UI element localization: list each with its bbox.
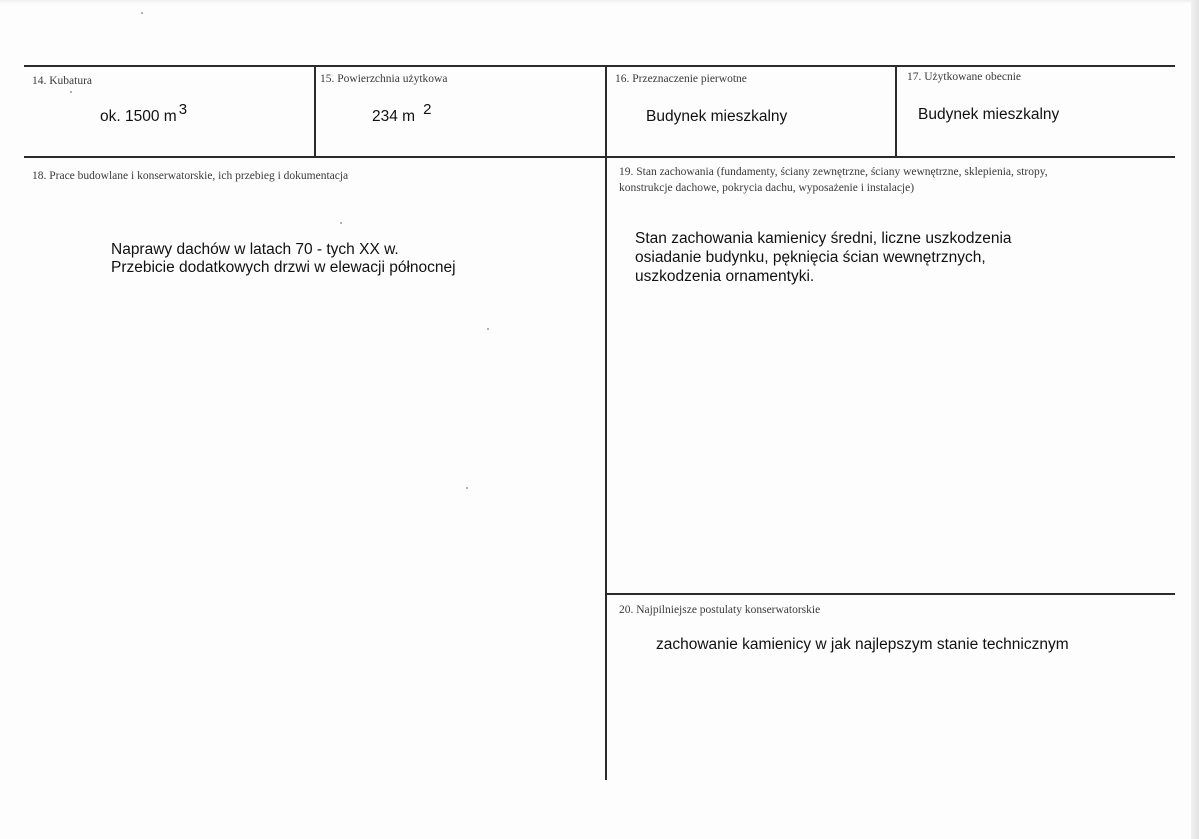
powierzchnia-unit-superscript: 2 xyxy=(423,101,432,118)
uzytkowane-obecnie-value: Budynek mieszkalny xyxy=(918,106,1060,123)
stan-label-line-2: konstrukcje dachowe, pokrycia dachu, wyposażenie i instalacje) xyxy=(619,182,915,194)
prace-line-1: Naprawy dachów w latach 70 - tych XX w. xyxy=(111,241,399,258)
kubatura-value xyxy=(100,101,188,126)
divider-16-17 xyxy=(895,65,897,157)
stan-line-2: osiadanie budynku, pęknięcia ścian wewnętrznych, xyxy=(635,249,986,266)
divider-14-15 xyxy=(314,65,316,157)
powierzchnia-label: 15. Powierzchnia użytkowa xyxy=(320,73,448,85)
scan-speck xyxy=(340,222,342,224)
przeznaczenie-pierwotne-value: Budynek mieszkalny xyxy=(646,108,788,125)
divider-main xyxy=(605,65,607,780)
section-20-top-border xyxy=(605,593,1175,595)
stan-line-3: uszkodzenia ornamentyki. xyxy=(635,268,815,285)
przeznaczenie-pierwotne-label: 16. Przeznaczenie pierwotne xyxy=(615,73,747,85)
prace-label: 18. Prace budowlane i konserwatorskie, ich przebieg i dokumentacja xyxy=(32,170,349,182)
postulaty-label: 20. Najpilniejsze postulaty konserwatorskie xyxy=(619,604,821,616)
scan-speck xyxy=(466,487,468,489)
row1-bottom-border xyxy=(24,156,1175,158)
prace-line-2: Przebicie dodatkowych drzwi w elewacji północnej xyxy=(111,259,456,276)
powierzchnia-value xyxy=(372,101,432,126)
scan-edge-top xyxy=(0,0,1199,4)
powierzchnia-number: 234 m xyxy=(372,108,416,125)
scan-speck xyxy=(141,12,143,14)
kubatura-unit-superscript: 3 xyxy=(178,101,188,118)
form-top-border xyxy=(24,65,1175,67)
postulaty-value: zachowanie kamienicy w jak najlepszym stanie technicznym xyxy=(656,636,1069,653)
kubatura-label: 14. Kubatura xyxy=(32,75,93,87)
stan-line-1: Stan zachowania kamienicy średni, liczne uszkodzenia xyxy=(635,230,1012,247)
uzytkowane-obecnie-label: 17. Użytkowane obecnie xyxy=(907,71,1022,83)
scan-speck xyxy=(487,328,489,330)
scan-edge-right xyxy=(1191,0,1199,839)
scan-speck xyxy=(70,91,72,93)
kubatura-number: ok. 1500 m xyxy=(100,108,177,125)
stan-label-line-1: 19. Stan zachowania (fundamenty, ściany zewnętrzne, ściany wewnętrzne, sklepienia, stropy, xyxy=(619,166,1048,178)
